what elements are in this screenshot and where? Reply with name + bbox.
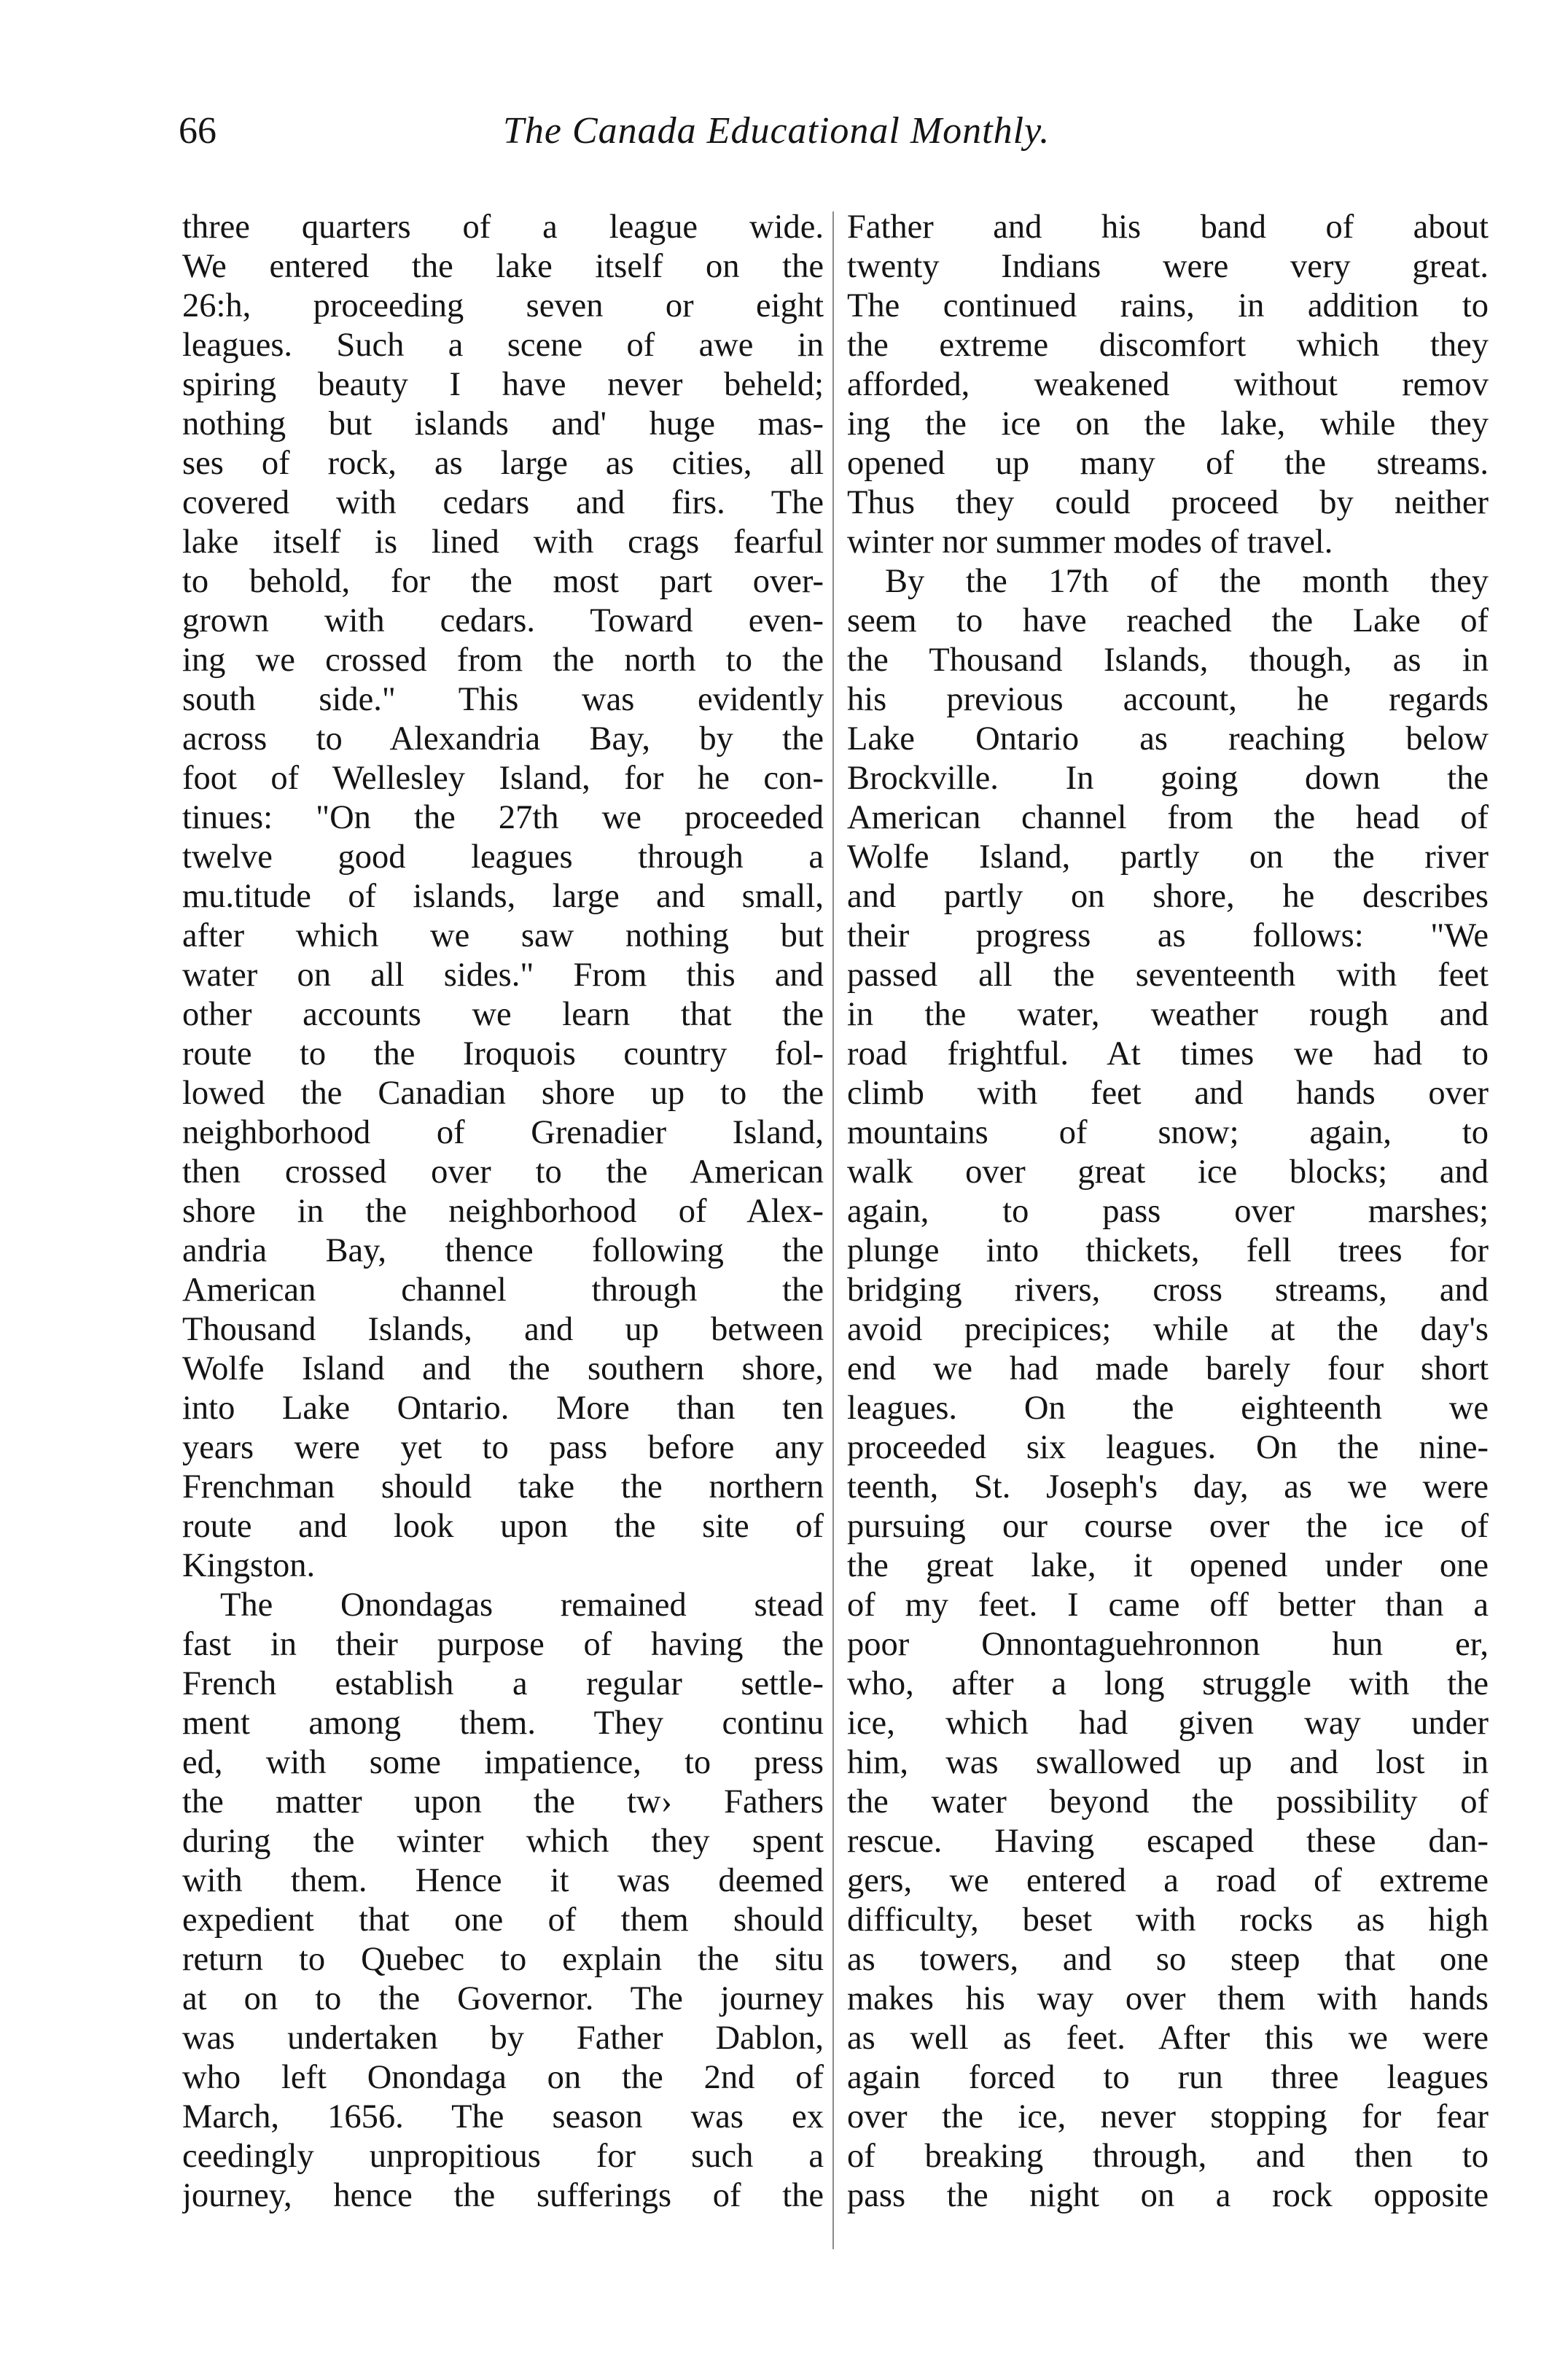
text-line: end we had made barely four short bbox=[847, 1350, 1489, 1387]
text-line: Brockville. In going down the bbox=[847, 760, 1489, 797]
text-line: of my feet. I came off better than a bbox=[847, 1586, 1489, 1624]
text-line: twelve good leagues through a bbox=[182, 838, 824, 876]
text-line: Lake Ontario as reaching below bbox=[847, 720, 1489, 758]
text-line: climb with feet and hands over bbox=[847, 1075, 1489, 1112]
text-line: over the ice, never stopping for fear bbox=[847, 2098, 1489, 2135]
column-divider bbox=[832, 211, 834, 2249]
text-line: at on to the Governor. The journey bbox=[182, 1980, 824, 2017]
text-line: the great lake, it opened under one bbox=[847, 1547, 1489, 1584]
text-line: lowed the Canadian shore up to the bbox=[182, 1075, 824, 1112]
text-line: other accounts we learn that the bbox=[182, 996, 824, 1033]
text-line: return to Quebec to explain the situ bbox=[182, 1941, 824, 1978]
text-line: opened up many of the streams. bbox=[847, 445, 1489, 482]
text-line: seem to have reached the Lake of bbox=[847, 602, 1489, 639]
text-line: plunge into thickets, fell trees for bbox=[847, 1232, 1489, 1269]
text-line: Thousand Islands, and up between bbox=[182, 1311, 824, 1348]
text-line: route to the Iroquois country fol- bbox=[182, 1035, 824, 1072]
right-column bbox=[847, 208, 1489, 2216]
text-line: who, after a long struggle with the bbox=[847, 1665, 1489, 1702]
text-line: ice, which had given way under bbox=[847, 1705, 1489, 1742]
text-line: difficulty, beset with rocks as high bbox=[847, 1901, 1489, 1939]
text-line: 26:h, proceeding seven or eight bbox=[182, 287, 824, 324]
text-line: ment among them. They continu bbox=[182, 1705, 824, 1742]
text-line: winter nor summer modes of travel. bbox=[847, 523, 1333, 561]
text-line: makes his way over them with hands bbox=[847, 1980, 1489, 2017]
text-line: his previous account, he regards bbox=[847, 681, 1489, 718]
text-line: road frightful. At times we had to bbox=[847, 1035, 1489, 1072]
text-line: By the 17th of the month they bbox=[885, 563, 1489, 600]
text-line: after which we saw nothing but bbox=[182, 917, 824, 954]
text-line: teenth, St. Joseph's day, as we were bbox=[847, 1468, 1489, 1506]
text-line: him, was swallowed up and lost in bbox=[847, 1744, 1489, 1781]
text-line: bridging rivers, cross streams, and bbox=[847, 1272, 1489, 1309]
text-line: pass the night on a rock opposite bbox=[847, 2177, 1489, 2214]
text-line: avoid precipices; while at the day's bbox=[847, 1311, 1489, 1348]
text-line: of breaking through, and then to bbox=[847, 2138, 1489, 2175]
text-line: water on all sides." From this and bbox=[182, 957, 824, 994]
text-line: nothing but islands and' huge mas- bbox=[182, 405, 824, 443]
text-line: ses of rock, as large as cities, all bbox=[182, 445, 824, 482]
left-column bbox=[182, 208, 824, 2216]
text-line: ed, with some impatience, to press bbox=[182, 1744, 824, 1781]
text-line: grown with cedars. Toward even- bbox=[182, 602, 824, 639]
text-line: Wolfe Island and the southern shore, bbox=[182, 1350, 824, 1387]
text-line: American channel from the head of bbox=[847, 799, 1489, 836]
text-line: Frenchman should take the northern bbox=[182, 1468, 824, 1506]
text-line: Thus they could proceed by neither bbox=[847, 484, 1489, 521]
text-line: shore in the neighborhood of Alex- bbox=[182, 1193, 824, 1230]
text-line: again, to pass over marshes; bbox=[847, 1193, 1489, 1230]
text-line: twenty Indians were very great. bbox=[847, 248, 1489, 285]
text-line: passed all the seventeenth with feet bbox=[847, 957, 1489, 994]
text-line: The Onondagas remained stead bbox=[220, 1586, 824, 1624]
text-line: ing we crossed from the north to the bbox=[182, 642, 824, 679]
text-line: mu.titude of islands, large and small, bbox=[182, 878, 824, 915]
text-line: route and look upon the site of bbox=[182, 1508, 824, 1545]
text-line: across to Alexandria Bay, by the bbox=[182, 720, 824, 758]
text-line: proceeded six leagues. On the nine- bbox=[847, 1429, 1489, 1466]
text-line: andria Bay, thence following the bbox=[182, 1232, 824, 1269]
text-line: journey, hence the sufferings of the bbox=[182, 2177, 824, 2214]
text-line: in the water, weather rough and bbox=[847, 996, 1489, 1033]
text-line: who left Onondaga on the 2nd of bbox=[182, 2059, 824, 2096]
text-line: expedient that one of them should bbox=[182, 1901, 824, 1939]
text-line: French establish a regular settle- bbox=[182, 1665, 824, 1702]
text-line: was undertaken by Father Dablon, bbox=[182, 2020, 824, 2057]
text-line: The continued rains, in addition to bbox=[847, 287, 1489, 324]
text-line: as well as feet. After this we were bbox=[847, 2020, 1489, 2057]
text-line: the water beyond the possibility of bbox=[847, 1783, 1489, 1821]
page-number: 66 bbox=[179, 110, 217, 152]
text-line: foot of Wellesley Island, for he con- bbox=[182, 760, 824, 797]
text-line: rescue. Having escaped these dan- bbox=[847, 1823, 1489, 1860]
text-line: tinues: "On the 27th we proceeded bbox=[182, 799, 824, 836]
text-line: years were yet to pass before any bbox=[182, 1429, 824, 1466]
text-line: poor Onnontaguehronnon hun er, bbox=[847, 1626, 1489, 1663]
text-line: lake itself is lined with crags fearful bbox=[182, 523, 824, 561]
text-line: covered with cedars and firs. The bbox=[182, 484, 824, 521]
text-line: as towers, and so steep that one bbox=[847, 1941, 1489, 1978]
running-title: The Canada Educational Monthly. bbox=[503, 110, 1050, 152]
text-line: leagues. On the eighteenth we bbox=[847, 1390, 1489, 1427]
text-line: walk over great ice blocks; and bbox=[847, 1153, 1489, 1191]
text-line: during the winter which they spent bbox=[182, 1823, 824, 1860]
text-line: south side." This was evidently bbox=[182, 681, 824, 718]
text-line: the matter upon the tw› Fathers bbox=[182, 1783, 824, 1821]
text-line: ceedingly unpropitious for such a bbox=[182, 2138, 824, 2175]
text-line: to behold, for the most part over- bbox=[182, 563, 824, 600]
text-line: Kingston. bbox=[182, 1547, 316, 1584]
text-line: with them. Hence it was deemed bbox=[182, 1862, 824, 1899]
text-line: and partly on shore, he describes bbox=[847, 878, 1489, 915]
text-line: fast in their purpose of having the bbox=[182, 1626, 824, 1663]
text-line: pursuing our course over the ice of bbox=[847, 1508, 1489, 1545]
text-line: ing the ice on the lake, while they bbox=[847, 405, 1489, 443]
text-line: again forced to run three leagues bbox=[847, 2059, 1489, 2096]
text-line: March, 1656. The season was ex bbox=[182, 2098, 824, 2135]
text-line: Father and his band of about bbox=[847, 209, 1489, 246]
text-line: American channel through the bbox=[182, 1272, 824, 1309]
text-line: leagues. Such a scene of awe in bbox=[182, 327, 824, 364]
text-line: We entered the lake itself on the bbox=[182, 248, 824, 285]
text-line: mountains of snow; again, to bbox=[847, 1114, 1489, 1151]
text-line: Wolfe Island, partly on the river bbox=[847, 838, 1489, 876]
text-line: spiring beauty I have never beheld; bbox=[182, 366, 824, 403]
text-line: the extreme discomfort which they bbox=[847, 327, 1489, 364]
text-line: their progress as follows: "We bbox=[847, 917, 1489, 954]
text-line: then crossed over to the American bbox=[182, 1153, 824, 1191]
text-line: into Lake Ontario. More than ten bbox=[182, 1390, 824, 1427]
text-line: gers, we entered a road of extreme bbox=[847, 1862, 1489, 1899]
text-line: afforded, weakened without remov bbox=[847, 366, 1489, 403]
text-line: neighborhood of Grenadier Island, bbox=[182, 1114, 824, 1151]
text-line: the Thousand Islands, though, as in bbox=[847, 642, 1489, 679]
text-line: three quarters of a league wide. bbox=[182, 209, 824, 246]
